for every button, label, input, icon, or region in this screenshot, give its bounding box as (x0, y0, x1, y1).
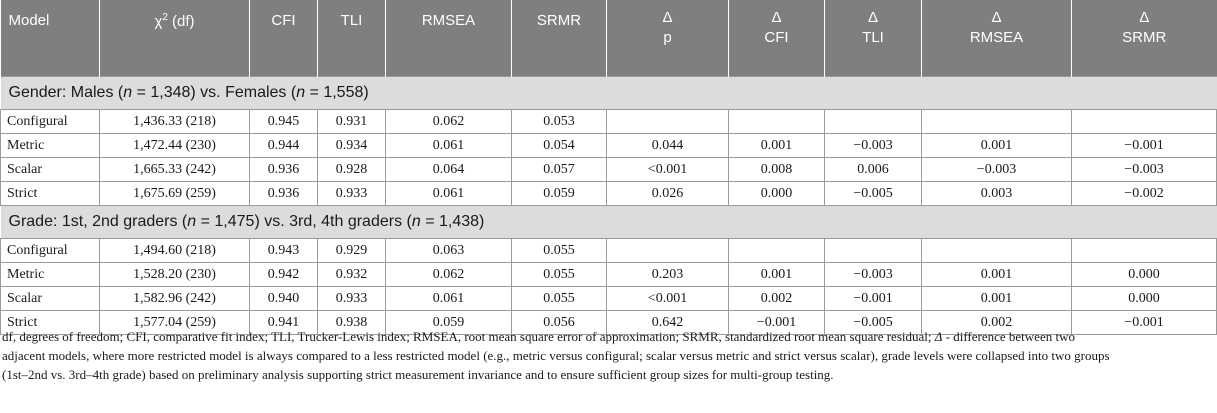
value-cell (607, 239, 729, 263)
header-row (1, 0, 1217, 77)
value-cell: 0.001 (922, 263, 1072, 287)
header-model: Model (1, 0, 100, 77)
value-cell: 0.928 (318, 158, 386, 182)
value-cell: 0.059 (386, 311, 512, 335)
value-cell: 1,582.96 (242) (100, 287, 250, 311)
value-cell: 0.000 (1072, 263, 1217, 287)
value-cell: 0.061 (386, 134, 512, 158)
model-name-cell: Scalar (1, 287, 100, 311)
value-cell: 1,577.04 (259) (100, 311, 250, 335)
value-cell (1072, 239, 1217, 263)
value-cell (922, 110, 1072, 134)
group-header-row (1, 206, 1217, 239)
value-cell: −0.003 (1072, 158, 1217, 182)
value-cell: 0.062 (386, 263, 512, 287)
value-cell: 0.008 (729, 158, 825, 182)
value-cell: 0.055 (512, 287, 607, 311)
value-cell: 0.001 (922, 134, 1072, 158)
value-cell: −0.001 (1072, 134, 1217, 158)
value-cell: 0.002 (922, 311, 1072, 335)
value-cell: 1,665.33 (242) (100, 158, 250, 182)
value-cell: 0.001 (922, 287, 1072, 311)
value-cell: 0.001 (729, 134, 825, 158)
value-cell: 0.064 (386, 158, 512, 182)
value-cell: 0.929 (318, 239, 386, 263)
table-row (1, 239, 1217, 263)
header-chi-square: $\chi^2$ (df) (100, 0, 250, 77)
table-row (1, 263, 1217, 287)
model-name-cell: Configural (1, 239, 100, 263)
value-cell: 0.003 (922, 182, 1072, 206)
value-cell: 0.942 (250, 263, 318, 287)
value-cell: 0.026 (607, 182, 729, 206)
model-name-cell: Scalar (1, 158, 100, 182)
value-cell: 0.945 (250, 110, 318, 134)
value-cell: 0.053 (512, 110, 607, 134)
value-cell: 0.642 (607, 311, 729, 335)
value-cell: −0.001 (1072, 311, 1217, 335)
value-cell: 0.203 (607, 263, 729, 287)
value-cell: 0.055 (512, 263, 607, 287)
model-name-cell: Metric (1, 134, 100, 158)
table-row (1, 287, 1217, 311)
table-footnote: df, degrees of freedom; CFI, comparative fit index; TLI, Trucker-Lewis index; RMSEA, root mean square error of approximation; SRMR, standardized root mean square residual; Δ - difference between two adjacent models, where more restricted model is always compared to a less restricted model (e.g., metric versus configural; scalar versus metric and strict versus scalar), grade levels were collapsed into two groups (1st–2nd vs. 3rd–4th grade) based on preliminary analysis supporting strict measurement invariance and to ensure sufficient group sizes for multi-group testing. (2, 329, 1110, 382)
value-cell: <0.001 (607, 158, 729, 182)
value-cell: 0.940 (250, 287, 318, 311)
value-cell: 1,528.20 (230) (100, 263, 250, 287)
value-cell (922, 239, 1072, 263)
value-cell: −0.005 (825, 182, 922, 206)
header-delta-tli: Δ TLI (825, 0, 922, 77)
value-cell: 0.061 (386, 287, 512, 311)
value-cell: 1,436.33 (218) (100, 110, 250, 134)
value-cell: 0.062 (386, 110, 512, 134)
value-cell (825, 110, 922, 134)
table-body (1, 77, 1217, 335)
value-cell: −0.001 (729, 311, 825, 335)
group-label: Gender: Males (n = 1,348) vs. Females (n = 1,558) (1, 77, 1217, 110)
group-label: Grade: 1st, 2nd graders (n = 1,475) vs. 3rd, 4th graders (n = 1,438) (1, 206, 1217, 239)
header-delta-rmsea: Δ RMSEA (922, 0, 1072, 77)
value-cell: 0.933 (318, 182, 386, 206)
value-cell: 0.936 (250, 182, 318, 206)
value-cell: 0.001 (729, 263, 825, 287)
value-cell: <0.001 (607, 287, 729, 311)
value-cell: 1,472.44 (230) (100, 134, 250, 158)
value-cell: 0.054 (512, 134, 607, 158)
value-cell (1072, 110, 1217, 134)
header-tli: TLI (318, 0, 386, 77)
header-rmsea: RMSEA (386, 0, 512, 77)
table-row (1, 134, 1217, 158)
value-cell: 0.000 (1072, 287, 1217, 311)
value-cell (825, 239, 922, 263)
value-cell: 0.057 (512, 158, 607, 182)
value-cell: 0.934 (318, 134, 386, 158)
value-cell: 0.932 (318, 263, 386, 287)
value-cell: 0.063 (386, 239, 512, 263)
value-cell: 1,494.60 (218) (100, 239, 250, 263)
value-cell (729, 239, 825, 263)
value-cell: 0.931 (318, 110, 386, 134)
value-cell: 0.941 (250, 311, 318, 335)
value-cell: −0.002 (1072, 182, 1217, 206)
header-delta-srmr: Δ SRMR (1072, 0, 1217, 77)
value-cell: 0.938 (318, 311, 386, 335)
model-name-cell: Strict (1, 182, 100, 206)
value-cell: 0.944 (250, 134, 318, 158)
value-cell: −0.005 (825, 311, 922, 335)
value-cell: 0.061 (386, 182, 512, 206)
header-delta-p: Δ p (607, 0, 729, 77)
table-row (1, 182, 1217, 206)
value-cell: 0.006 (825, 158, 922, 182)
model-name-cell: Configural (1, 110, 100, 134)
value-cell: 0.055 (512, 239, 607, 263)
header-srmr: SRMR (512, 0, 607, 77)
value-cell: 0.002 (729, 287, 825, 311)
table-row (1, 110, 1217, 134)
value-cell: −0.003 (825, 134, 922, 158)
value-cell: 0.933 (318, 287, 386, 311)
model-name-cell: Strict (1, 311, 100, 335)
value-cell: 0.000 (729, 182, 825, 206)
value-cell: 1,675.69 (259) (100, 182, 250, 206)
value-cell: 0.936 (250, 158, 318, 182)
value-cell (607, 110, 729, 134)
value-cell: 0.056 (512, 311, 607, 335)
header-delta-cfi: Δ CFI (729, 0, 825, 77)
table-row (1, 158, 1217, 182)
value-cell: −0.003 (825, 263, 922, 287)
value-cell: 0.943 (250, 239, 318, 263)
value-cell: −0.001 (825, 287, 922, 311)
group-header-row (1, 77, 1217, 110)
value-cell: −0.003 (922, 158, 1072, 182)
header-cfi: CFI (250, 0, 318, 77)
value-cell: 0.059 (512, 182, 607, 206)
value-cell: 0.044 (607, 134, 729, 158)
value-cell (729, 110, 825, 134)
model-name-cell: Metric (1, 263, 100, 287)
